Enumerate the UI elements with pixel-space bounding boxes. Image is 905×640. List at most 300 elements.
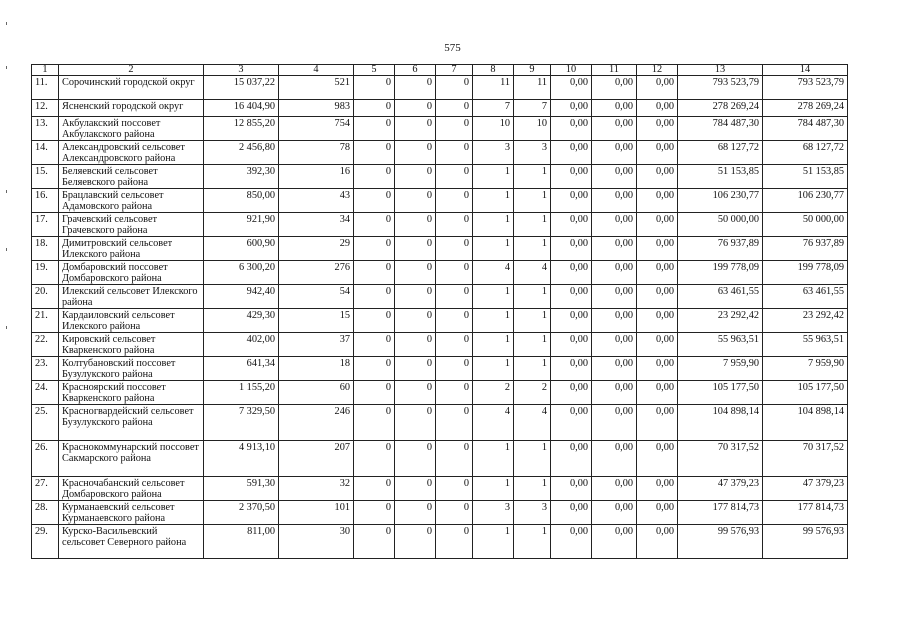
margin-tick (6, 326, 7, 329)
table-row (32, 76, 848, 100)
row-number-cell: 13. (32, 117, 59, 141)
value-cell: 0,00 (637, 117, 678, 141)
value-cell: 0 (436, 441, 473, 477)
value-cell: 0,00 (592, 285, 637, 309)
value-cell: 2 456,80 (204, 141, 279, 165)
value-cell: 0 (354, 357, 395, 381)
value-cell: 0,00 (637, 141, 678, 165)
value-cell: 1 (473, 285, 514, 309)
value-cell: 60 (279, 381, 354, 405)
value-cell: 199 778,09 (763, 261, 848, 285)
value-cell: 7 (473, 100, 514, 117)
value-cell: 811,00 (204, 525, 279, 559)
value-cell: 99 576,93 (763, 525, 848, 559)
value-cell: 1 (473, 525, 514, 559)
value-cell: 521 (279, 76, 354, 100)
value-cell: 47 379,23 (678, 477, 763, 501)
value-cell: 0 (354, 309, 395, 333)
value-cell: 3 (514, 501, 551, 525)
value-cell: 104 898,14 (763, 405, 848, 441)
value-cell: 0 (436, 285, 473, 309)
value-cell: 0,00 (637, 76, 678, 100)
value-cell: 106 230,77 (678, 189, 763, 213)
value-cell: 0,00 (637, 441, 678, 477)
value-cell: 942,40 (204, 285, 279, 309)
value-cell: 754 (279, 117, 354, 141)
municipality-name-cell: Курманаевский сельсовет Курманаевского района (59, 501, 204, 525)
value-cell: 51 153,85 (678, 165, 763, 189)
table-row (32, 501, 848, 525)
value-cell: 207 (279, 441, 354, 477)
value-cell: 0,00 (637, 213, 678, 237)
value-cell: 0 (354, 381, 395, 405)
value-cell: 0 (354, 477, 395, 501)
value-cell: 1 (514, 441, 551, 477)
value-cell: 50 000,00 (763, 213, 848, 237)
column-header: 3 (204, 65, 279, 76)
value-cell: 177 814,73 (763, 501, 848, 525)
value-cell: 0 (436, 525, 473, 559)
value-cell: 278 269,24 (763, 100, 848, 117)
value-cell: 54 (279, 285, 354, 309)
value-cell: 0 (436, 501, 473, 525)
value-cell: 68 127,72 (763, 141, 848, 165)
value-cell: 0 (354, 237, 395, 261)
value-cell: 0,00 (592, 441, 637, 477)
value-cell: 4 (473, 405, 514, 441)
value-cell: 0 (395, 189, 436, 213)
table-row (32, 285, 848, 309)
table-row (32, 477, 848, 501)
row-number-cell: 15. (32, 165, 59, 189)
value-cell: 55 963,51 (678, 333, 763, 357)
municipality-name-cell: Кардаиловский сельсовет Илекского района (59, 309, 204, 333)
value-cell: 30 (279, 525, 354, 559)
column-header: 8 (473, 65, 514, 76)
value-cell: 1 (473, 441, 514, 477)
value-cell: 0 (395, 237, 436, 261)
value-cell: 0 (436, 405, 473, 441)
value-cell: 51 153,85 (763, 165, 848, 189)
municipality-name-cell: Красночабанский сельсовет Домбаровского района (59, 477, 204, 501)
value-cell: 76 937,89 (763, 237, 848, 261)
value-cell: 55 963,51 (763, 333, 848, 357)
value-cell: 29 (279, 237, 354, 261)
value-cell: 0,00 (592, 501, 637, 525)
row-number-cell: 25. (32, 405, 59, 441)
value-cell: 10 (473, 117, 514, 141)
value-cell: 591,30 (204, 477, 279, 501)
value-cell: 50 000,00 (678, 213, 763, 237)
municipality-name-cell: Домбаровский поссовет Домбаровского района (59, 261, 204, 285)
value-cell: 7 (514, 100, 551, 117)
value-cell: 16 (279, 165, 354, 189)
value-cell: 78 (279, 141, 354, 165)
value-cell: 0 (354, 213, 395, 237)
value-cell: 6 300,20 (204, 261, 279, 285)
value-cell: 0,00 (637, 357, 678, 381)
value-cell: 0,00 (637, 261, 678, 285)
value-cell: 101 (279, 501, 354, 525)
value-cell: 0 (395, 357, 436, 381)
column-header: 13 (678, 65, 763, 76)
value-cell: 199 778,09 (678, 261, 763, 285)
value-cell: 15 037,22 (204, 76, 279, 100)
value-cell: 0,00 (592, 477, 637, 501)
value-cell: 32 (279, 477, 354, 501)
value-cell: 4 (514, 261, 551, 285)
value-cell: 0 (436, 381, 473, 405)
value-cell: 0 (395, 525, 436, 559)
margin-tick (6, 248, 7, 251)
value-cell: 0,00 (637, 100, 678, 117)
margin-tick (6, 22, 7, 25)
row-number-cell: 16. (32, 189, 59, 213)
municipality-name-cell: Беляевский сельсовет Беляевского района (59, 165, 204, 189)
value-cell: 1 (473, 165, 514, 189)
page-number: 575 (444, 42, 461, 54)
value-cell: 104 898,14 (678, 405, 763, 441)
municipality-name-cell: Кировский сельсовет Кваркенского района (59, 333, 204, 357)
value-cell: 34 (279, 213, 354, 237)
value-cell: 0 (395, 381, 436, 405)
value-cell: 793 523,79 (763, 76, 848, 100)
row-number-cell: 17. (32, 213, 59, 237)
value-cell: 0,00 (592, 189, 637, 213)
value-cell: 0,00 (592, 213, 637, 237)
column-header: 12 (637, 65, 678, 76)
value-cell: 12 855,20 (204, 117, 279, 141)
value-cell: 23 292,42 (763, 309, 848, 333)
value-cell: 0,00 (551, 117, 592, 141)
municipality-name-cell: Красноярский поссовет Кваркенского района (59, 381, 204, 405)
row-number-cell: 11. (32, 76, 59, 100)
value-cell: 0,00 (592, 100, 637, 117)
value-cell: 0 (395, 333, 436, 357)
value-cell: 0,00 (592, 237, 637, 261)
row-number-cell: 21. (32, 309, 59, 333)
value-cell: 1 (473, 189, 514, 213)
row-number-cell: 22. (32, 333, 59, 357)
value-cell: 10 (514, 117, 551, 141)
value-cell: 7 959,90 (763, 357, 848, 381)
value-cell: 0,00 (551, 189, 592, 213)
value-cell: 0,00 (551, 100, 592, 117)
value-cell: 0,00 (637, 501, 678, 525)
municipality-name-cell: Брацлавский сельсовет Адамовского района (59, 189, 204, 213)
value-cell: 37 (279, 333, 354, 357)
value-cell: 0,00 (551, 441, 592, 477)
value-cell: 1 (514, 237, 551, 261)
value-cell: 0 (354, 405, 395, 441)
value-cell: 0 (354, 333, 395, 357)
row-number-cell: 14. (32, 141, 59, 165)
value-cell: 0,00 (637, 525, 678, 559)
table-row (32, 405, 848, 441)
table-row (32, 441, 848, 477)
row-number-cell: 20. (32, 285, 59, 309)
value-cell: 7 329,50 (204, 405, 279, 441)
value-cell: 0,00 (592, 525, 637, 559)
value-cell: 0,00 (592, 309, 637, 333)
data-table (31, 64, 848, 559)
value-cell: 0 (436, 189, 473, 213)
table-row (32, 141, 848, 165)
value-cell: 3 (473, 141, 514, 165)
column-header: 4 (279, 65, 354, 76)
value-cell: 0 (436, 237, 473, 261)
row-number-cell: 28. (32, 501, 59, 525)
value-cell: 0 (395, 141, 436, 165)
column-header: 11 (592, 65, 637, 76)
value-cell: 177 814,73 (678, 501, 763, 525)
municipality-name-cell: Димитровский сельсовет Илекского района (59, 237, 204, 261)
value-cell: 99 576,93 (678, 525, 763, 559)
value-cell: 793 523,79 (678, 76, 763, 100)
value-cell: 76 937,89 (678, 237, 763, 261)
value-cell: 0,00 (637, 285, 678, 309)
value-cell: 1 (473, 237, 514, 261)
value-cell: 43 (279, 189, 354, 213)
value-cell: 15 (279, 309, 354, 333)
row-number-cell: 26. (32, 441, 59, 477)
column-header: 2 (59, 65, 204, 76)
value-cell: 0 (395, 76, 436, 100)
value-cell: 0,00 (592, 261, 637, 285)
value-cell: 0 (395, 501, 436, 525)
value-cell: 0 (395, 100, 436, 117)
value-cell: 1 (514, 333, 551, 357)
value-cell: 0 (436, 117, 473, 141)
margin-tick (6, 190, 7, 193)
row-number-cell: 18. (32, 237, 59, 261)
value-cell: 0 (395, 441, 436, 477)
value-cell: 0,00 (592, 141, 637, 165)
value-cell: 2 370,50 (204, 501, 279, 525)
value-cell: 0 (354, 117, 395, 141)
row-number-cell: 29. (32, 525, 59, 559)
value-cell: 18 (279, 357, 354, 381)
value-cell: 1 155,20 (204, 381, 279, 405)
value-cell: 983 (279, 100, 354, 117)
value-cell: 921,90 (204, 213, 279, 237)
value-cell: 0,00 (551, 165, 592, 189)
municipality-name-cell: Сорочинский городской округ (59, 76, 204, 100)
value-cell: 0,00 (637, 405, 678, 441)
value-cell: 1 (514, 189, 551, 213)
municipality-name-cell: Красногвардейский сельсовет Бузулукского района (59, 405, 204, 441)
value-cell: 0,00 (637, 381, 678, 405)
table-row (32, 100, 848, 117)
row-number-cell: 23. (32, 357, 59, 381)
value-cell: 0,00 (551, 261, 592, 285)
table-row (32, 357, 848, 381)
header-row (32, 65, 848, 76)
row-number-cell: 19. (32, 261, 59, 285)
table-row (32, 213, 848, 237)
column-header: 9 (514, 65, 551, 76)
table-row (32, 117, 848, 141)
column-header: 10 (551, 65, 592, 76)
value-cell: 7 959,90 (678, 357, 763, 381)
value-cell: 0 (436, 309, 473, 333)
value-cell: 105 177,50 (678, 381, 763, 405)
value-cell: 0 (436, 357, 473, 381)
value-cell: 0,00 (551, 525, 592, 559)
value-cell: 0,00 (592, 381, 637, 405)
value-cell: 1 (514, 285, 551, 309)
value-cell: 0 (354, 285, 395, 309)
value-cell: 0 (395, 309, 436, 333)
value-cell: 1 (514, 357, 551, 381)
value-cell: 0,00 (551, 309, 592, 333)
value-cell: 0,00 (551, 285, 592, 309)
value-cell: 429,30 (204, 309, 279, 333)
municipality-name-cell: Колтубановский поссовет Бузулукского района (59, 357, 204, 381)
value-cell: 70 317,52 (678, 441, 763, 477)
value-cell: 0,00 (551, 357, 592, 381)
value-cell: 1 (473, 213, 514, 237)
municipality-name-cell: Акбулакский поссовет Акбулакского района (59, 117, 204, 141)
value-cell: 402,00 (204, 333, 279, 357)
value-cell: 68 127,72 (678, 141, 763, 165)
municipality-name-cell: Ясненский городской округ (59, 100, 204, 117)
value-cell: 850,00 (204, 189, 279, 213)
table-row (32, 333, 848, 357)
value-cell: 0 (436, 141, 473, 165)
value-cell: 1 (473, 477, 514, 501)
value-cell: 278 269,24 (678, 100, 763, 117)
value-cell: 0,00 (592, 165, 637, 189)
table-row (32, 261, 848, 285)
value-cell: 0 (436, 76, 473, 100)
value-cell: 1 (514, 525, 551, 559)
margin-tick (6, 66, 7, 69)
value-cell: 276 (279, 261, 354, 285)
table-row (32, 189, 848, 213)
value-cell: 0 (354, 261, 395, 285)
value-cell: 0,00 (551, 405, 592, 441)
value-cell: 0 (436, 100, 473, 117)
value-cell: 246 (279, 405, 354, 441)
value-cell: 4 (514, 405, 551, 441)
value-cell: 105 177,50 (763, 381, 848, 405)
value-cell: 4 (473, 261, 514, 285)
municipality-name-cell: Курско-Васильевский сельсовет Северного района (59, 525, 204, 559)
value-cell: 0,00 (637, 237, 678, 261)
value-cell: 0 (354, 189, 395, 213)
value-cell: 0 (395, 285, 436, 309)
value-cell: 0 (436, 261, 473, 285)
value-cell: 0,00 (551, 381, 592, 405)
value-cell: 23 292,42 (678, 309, 763, 333)
value-cell: 0,00 (551, 141, 592, 165)
value-cell: 0 (354, 165, 395, 189)
value-cell: 1 (514, 213, 551, 237)
value-cell: 63 461,55 (763, 285, 848, 309)
value-cell: 0 (395, 261, 436, 285)
municipality-name-cell: Александровский сельсовет Александровского района (59, 141, 204, 165)
value-cell: 11 (473, 76, 514, 100)
value-cell: 0 (436, 477, 473, 501)
value-cell: 0 (395, 477, 436, 501)
value-cell: 0,00 (637, 189, 678, 213)
value-cell: 641,34 (204, 357, 279, 381)
row-number-cell: 24. (32, 381, 59, 405)
column-header: 14 (763, 65, 848, 76)
value-cell: 0 (354, 525, 395, 559)
data-table-container (31, 64, 848, 559)
value-cell: 0 (436, 333, 473, 357)
value-cell: 0,00 (592, 76, 637, 100)
value-cell: 16 404,90 (204, 100, 279, 117)
value-cell: 600,90 (204, 237, 279, 261)
value-cell: 0 (354, 141, 395, 165)
row-number-cell: 27. (32, 477, 59, 501)
value-cell: 0,00 (551, 501, 592, 525)
column-header: 7 (436, 65, 473, 76)
value-cell: 0,00 (551, 477, 592, 501)
value-cell: 1 (473, 309, 514, 333)
value-cell: 1 (514, 477, 551, 501)
value-cell: 0 (354, 441, 395, 477)
value-cell: 1 (473, 333, 514, 357)
column-header: 6 (395, 65, 436, 76)
value-cell: 4 913,10 (204, 441, 279, 477)
value-cell: 0 (395, 213, 436, 237)
value-cell: 1 (514, 309, 551, 333)
value-cell: 0,00 (592, 333, 637, 357)
value-cell: 0,00 (592, 357, 637, 381)
municipality-name-cell: Грачевский сельсовет Грачевского района (59, 213, 204, 237)
value-cell: 0 (395, 165, 436, 189)
value-cell: 0,00 (637, 309, 678, 333)
value-cell: 0 (436, 213, 473, 237)
value-cell: 11 (514, 76, 551, 100)
value-cell: 2 (514, 381, 551, 405)
value-cell: 0,00 (637, 477, 678, 501)
table-row (32, 237, 848, 261)
value-cell: 0,00 (592, 405, 637, 441)
table-body (32, 65, 848, 559)
value-cell: 3 (473, 501, 514, 525)
value-cell: 0,00 (551, 213, 592, 237)
value-cell: 0 (395, 117, 436, 141)
value-cell: 106 230,77 (763, 189, 848, 213)
row-number-cell: 12. (32, 100, 59, 117)
value-cell: 70 317,52 (763, 441, 848, 477)
value-cell: 0,00 (592, 117, 637, 141)
value-cell: 784 487,30 (678, 117, 763, 141)
value-cell: 784 487,30 (763, 117, 848, 141)
value-cell: 0 (395, 405, 436, 441)
value-cell: 1 (473, 357, 514, 381)
value-cell: 2 (473, 381, 514, 405)
value-cell: 0,00 (551, 76, 592, 100)
table-row (32, 309, 848, 333)
value-cell: 0,00 (637, 165, 678, 189)
value-cell: 1 (514, 165, 551, 189)
table-row (32, 381, 848, 405)
table-row (32, 165, 848, 189)
value-cell: 63 461,55 (678, 285, 763, 309)
value-cell: 0 (354, 501, 395, 525)
value-cell: 47 379,23 (763, 477, 848, 501)
value-cell: 0 (354, 100, 395, 117)
value-cell: 0 (354, 76, 395, 100)
municipality-name-cell: Илекский сельсовет Илекского района (59, 285, 204, 309)
municipality-name-cell: Краснокоммунарский поссовет Сакмарского района (59, 441, 204, 477)
